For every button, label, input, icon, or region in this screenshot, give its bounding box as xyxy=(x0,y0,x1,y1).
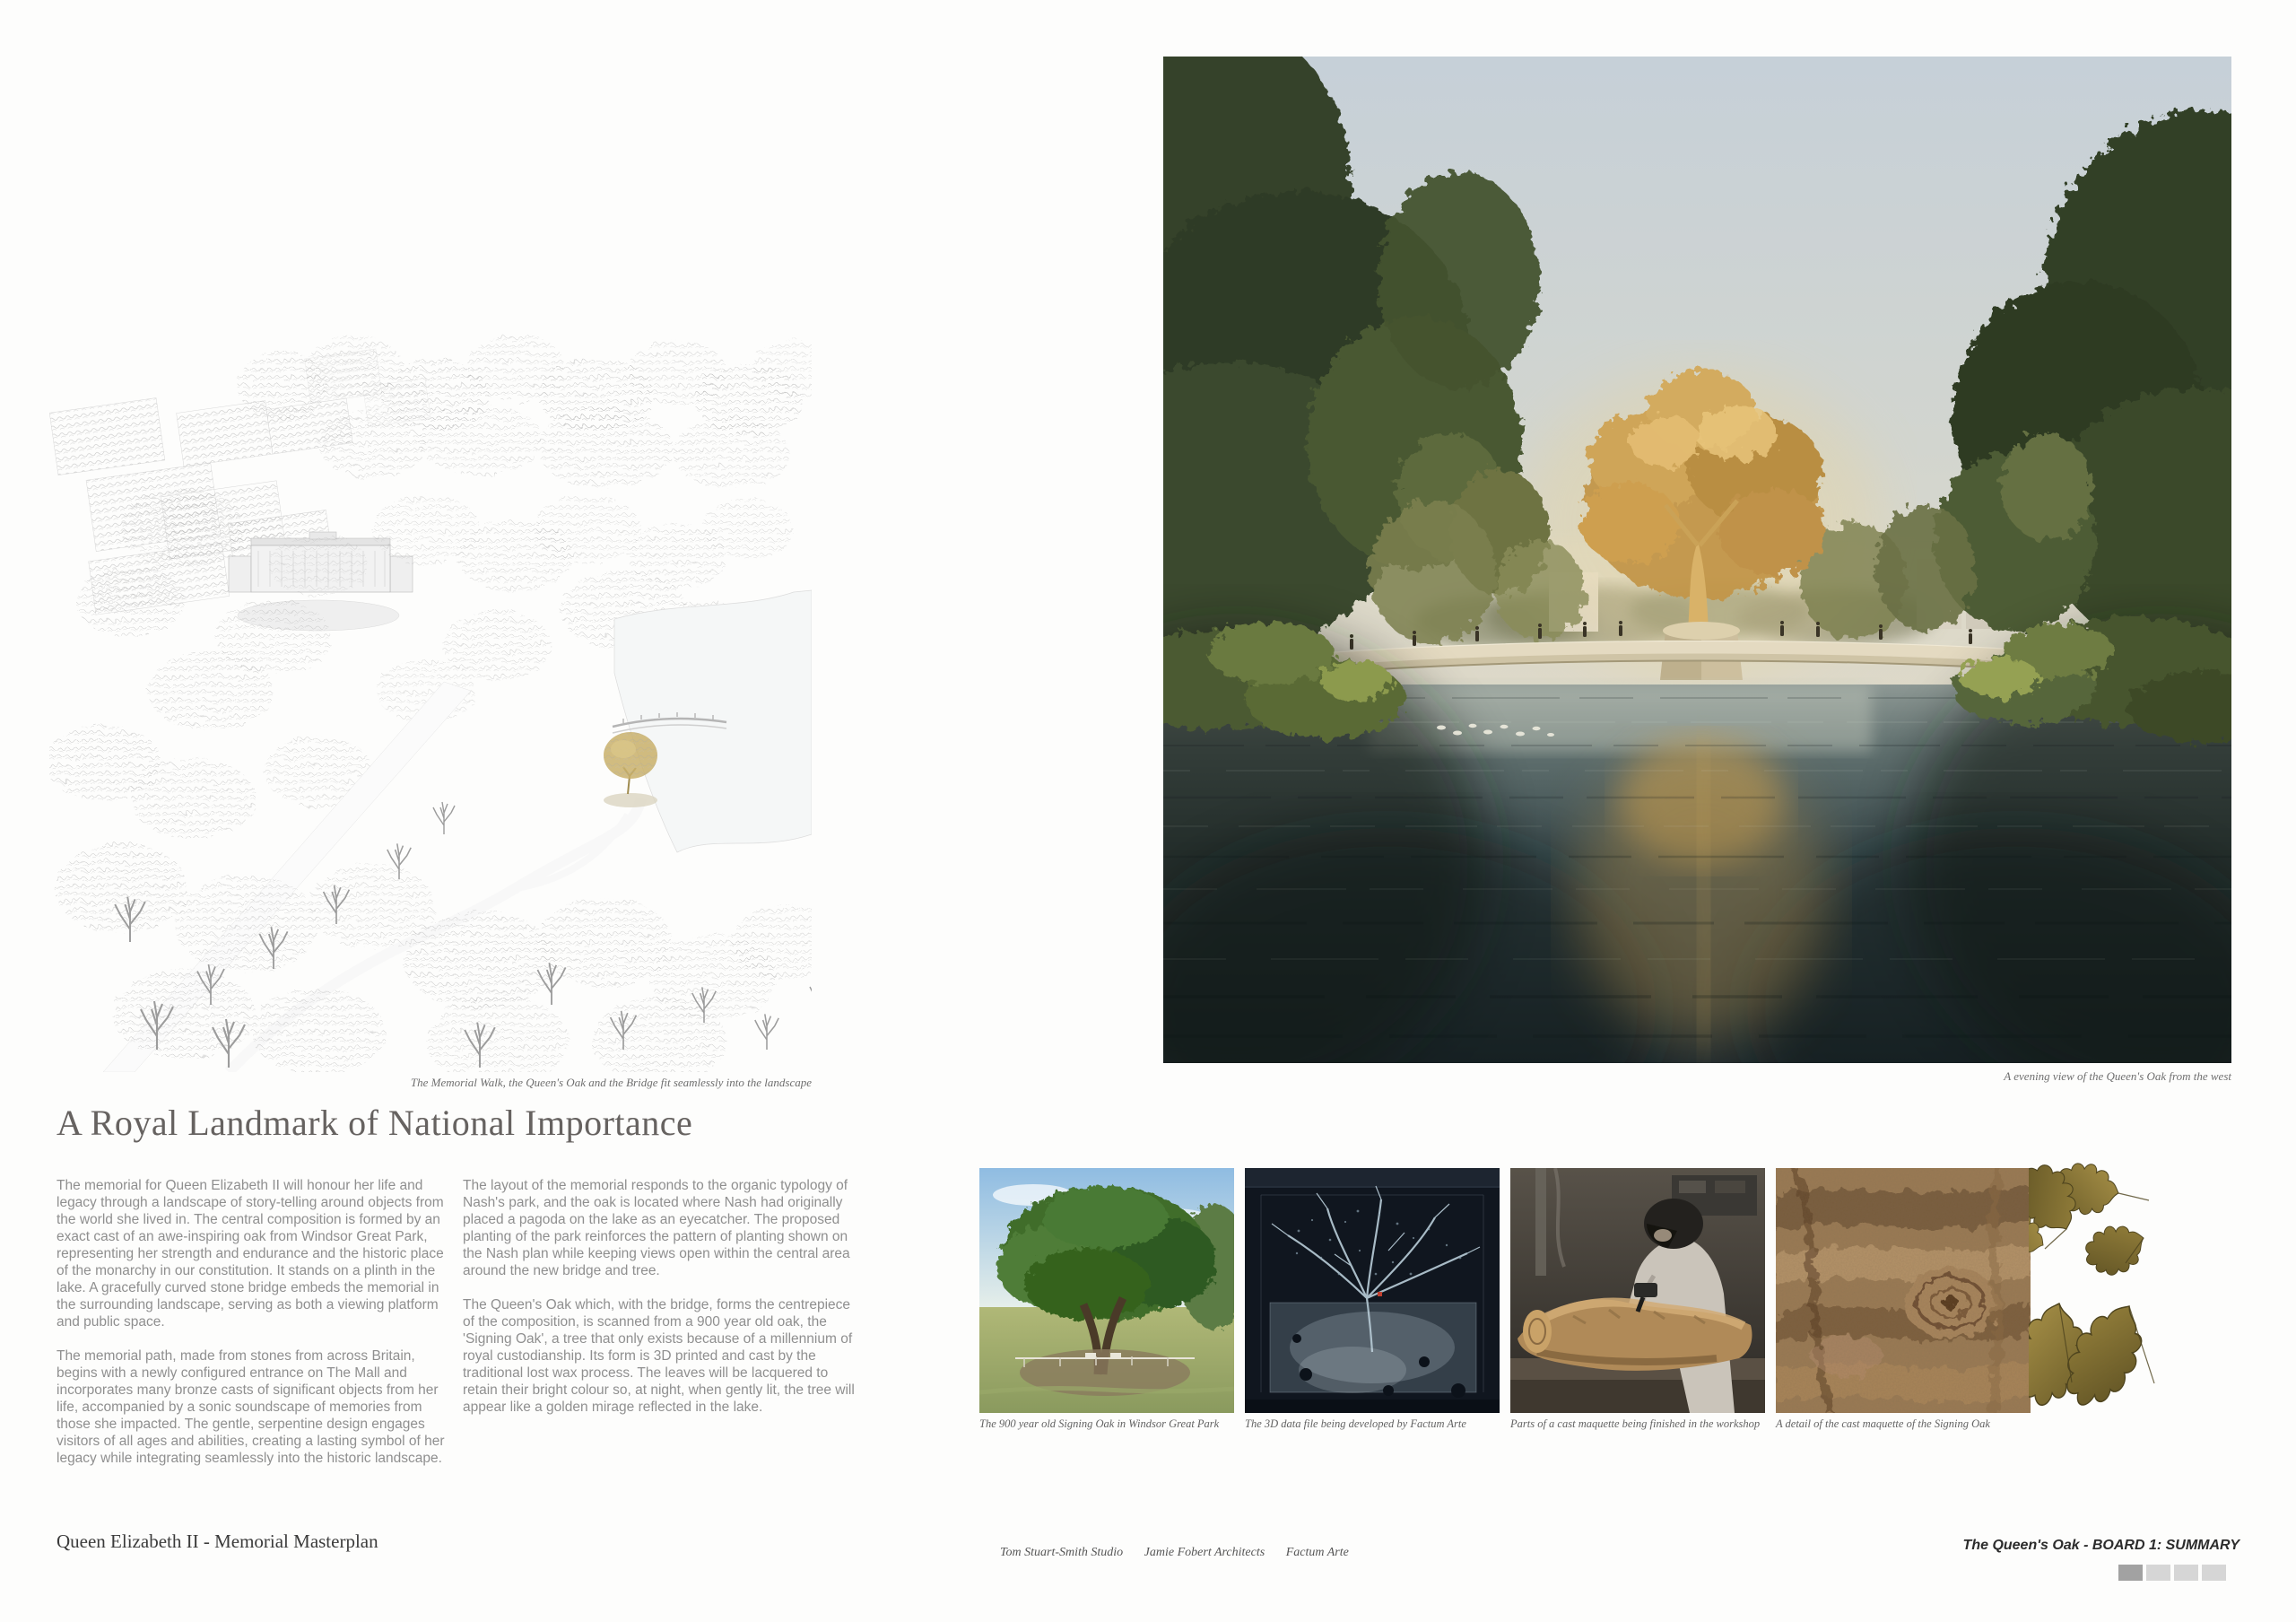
footer-project-title: Queen Elizabeth II - Memorial Masterplan xyxy=(57,1530,378,1552)
gallery-caption-1: The 900 year old Signing Oak in Windsor Great Park xyxy=(979,1417,1220,1430)
board-swatch-4 xyxy=(2202,1565,2226,1581)
board-swatch-1-active xyxy=(2118,1565,2143,1581)
footer-board-label: The Queen's Oak - BOARD 1: SUMMARY xyxy=(1962,1538,2239,1553)
body-column-1 xyxy=(57,1177,449,1484)
paragraph: The layout of the memorial responds to the organic typology of Nash's park, and the oak is located where Nash had originally placed a pagoda on the lake as an eyecatcher. The proposed planting of the park reinforces the pattern of planting shown on the Nash plan while keeping views open within the central area around the new bridge and tree. xyxy=(463,1178,850,1278)
board-swatch-2 xyxy=(2146,1565,2170,1581)
paragraph: The memorial path, made from stones from across Britain, begins with a newly configured entrance on The Mall and incorporates many bronze casts of significant objects from her life, accompanied by a sonic soundscape of memories from those she impacted. The gentle, serpentine design engages visitors of all ages and abilities, creating a lasting symbol of her legacy while integrating seamlessly into the historic landscape. xyxy=(57,1348,445,1466)
board-swatch-3 xyxy=(2174,1565,2198,1581)
board-indicator xyxy=(2118,1565,2226,1581)
footer-credits xyxy=(1000,1546,1367,1560)
gallery-caption-3: Parts of a cast maquette being finished in the workshop xyxy=(1510,1417,1761,1430)
credit-studio: Tom Stuart-Smith Studio xyxy=(1000,1546,1124,1559)
gallery-caption-2: The 3D data file being developed by Factum Arte xyxy=(1245,1417,1466,1430)
sketch-caption: The Memorial Walk, the Queen's Oak and the Bridge fit seamlessly into the landscape xyxy=(410,1076,812,1089)
photo-workshop-maquette xyxy=(1510,1168,1765,1413)
paragraph: The Queen's Oak which, with the bridge, forms the centrepiece of the composition, is scanned from a 900 year old oak, the 'Signing Oak', a tree that only exists because of a millennium of royal custodianship. Its form is 3D printed and cast by the traditional lost wax process. The leaves will be lacquered to retain their bright colour so, at night, when gently lit, the tree will appear like a golden mirage reflected in the lake. xyxy=(463,1297,855,1415)
main-heading: A Royal Landmark of National Importance xyxy=(57,1103,693,1143)
body-column-2 xyxy=(463,1177,856,1433)
credit-architects: Jamie Fobert Architects xyxy=(1144,1546,1265,1559)
bronze-oak-leaves xyxy=(2029,1155,2190,1407)
queens-oak-evening-render xyxy=(1163,57,2231,1063)
gallery-caption-4: A detail of the cast maquette of the Signing Oak xyxy=(1776,1417,1990,1430)
render-caption: A evening view of the Queen's Oak from the west xyxy=(2004,1069,2231,1083)
photo-3d-data-file xyxy=(1245,1168,1500,1413)
sketch-golden-oak xyxy=(604,732,657,807)
paragraph: The memorial for Queen Elizabeth II will honour her life and legacy through a landscape of story-telling around objects from the world she lived in. The central composition is formed by an exact cast of an awe-inspiring oak from Windsor Great Park, representing her strength and endurance and the historic place of the monarchy in our constitution. It stands on a plinth in the lake. A gracefully curved stone bridge embeds the memorial in the surrounding landscape, serving as both a viewing platform and public space. xyxy=(57,1178,444,1330)
credit-factum-arte: Factum Arte xyxy=(1285,1546,1349,1559)
photo-bark-detail xyxy=(1776,1168,2031,1413)
photo-signing-oak xyxy=(979,1168,1234,1413)
memorial-masterplan-sketch xyxy=(49,260,812,1072)
